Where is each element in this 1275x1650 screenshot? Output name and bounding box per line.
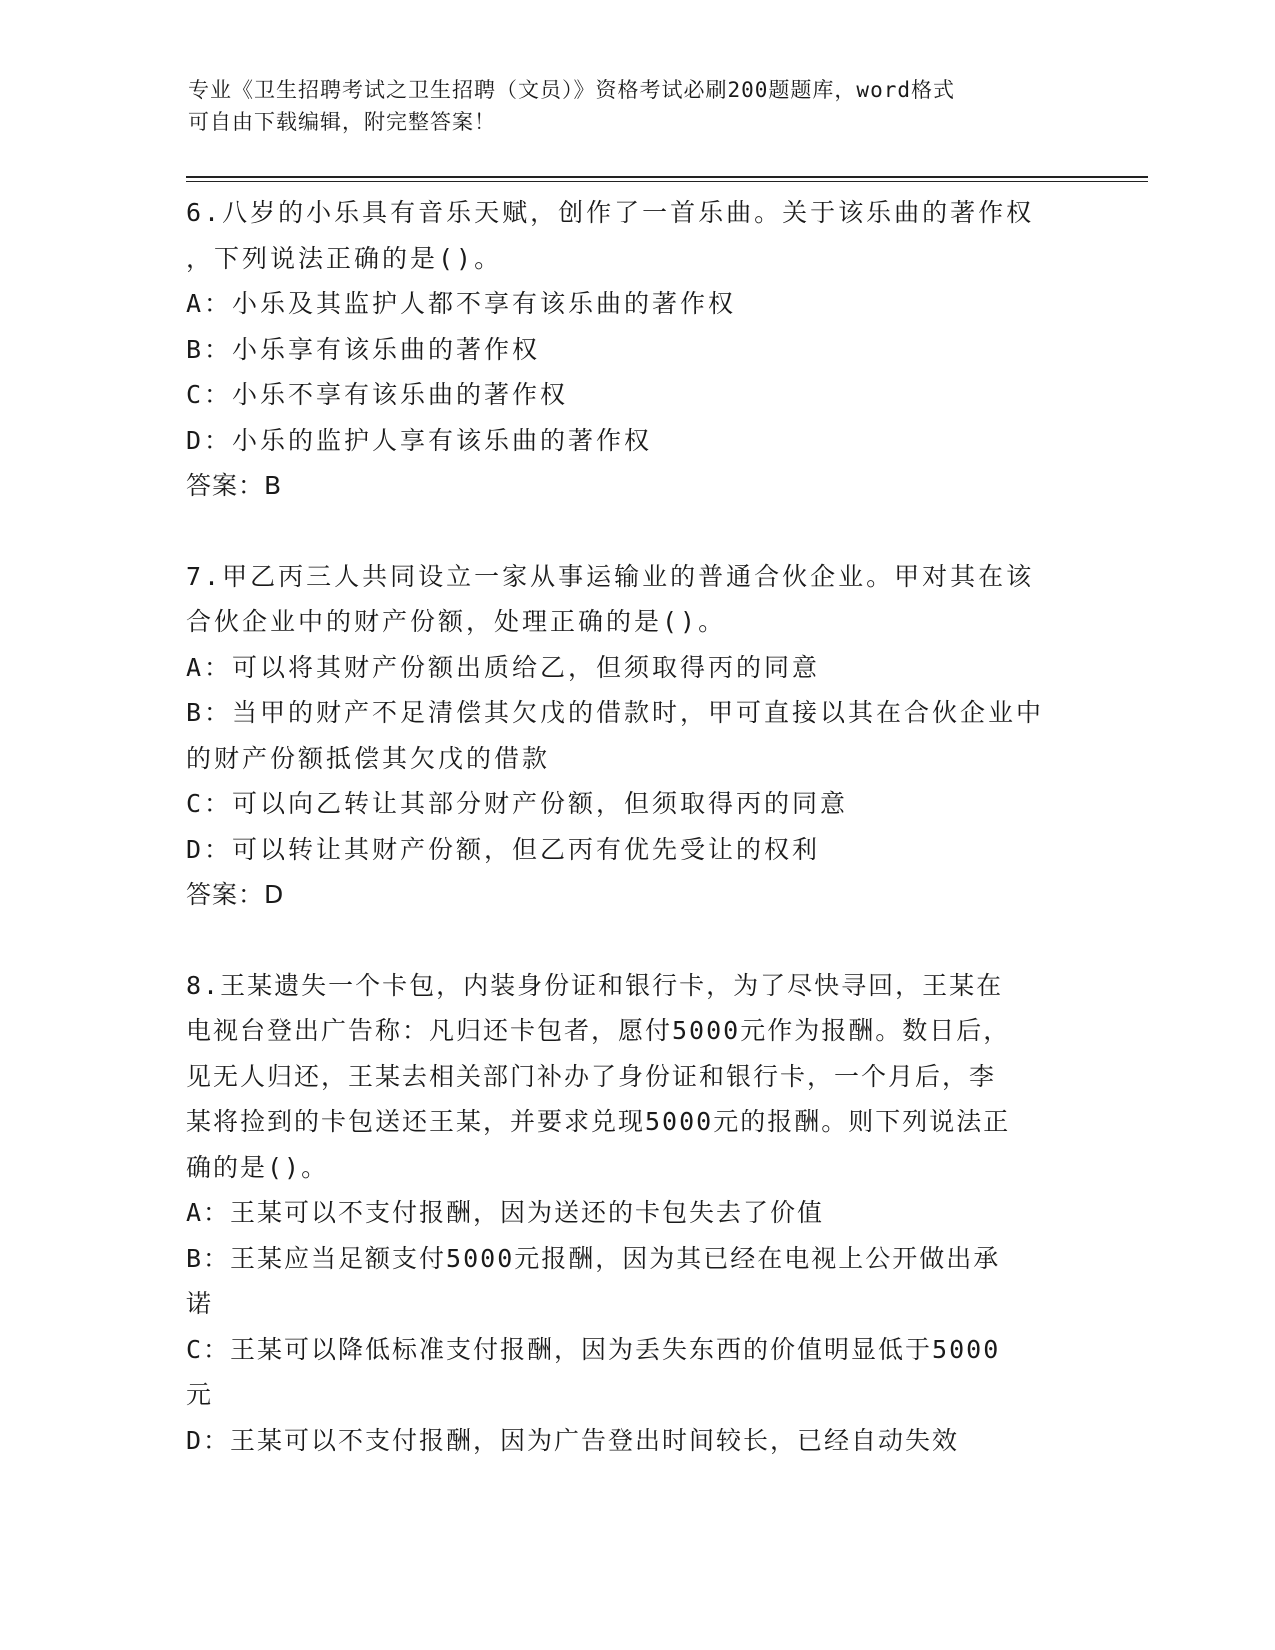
option-d: D：小乐的监护人享有该乐曲的著作权: [186, 425, 653, 455]
question-stem-line: 7.甲乙丙三人共同设立一家从事运输业的普通合伙企业。甲对其在该: [186, 561, 1035, 591]
question-spacer: [186, 509, 1066, 554]
option-a: A：王某可以不支付报酬，因为送还的卡包失去了价值: [186, 1198, 825, 1227]
header-divider-thin: [186, 181, 1148, 182]
answer-label: 答案：D: [186, 880, 285, 909]
option-b: B：当甲的财产不足清偿其欠戊的借款时，甲可直接以其在合伙企业中: [186, 698, 1045, 727]
option-b-continued: 的财产份额抵偿其欠戊的借款: [186, 743, 551, 773]
document-body: [186, 190, 1066, 1463]
question-stem-line: ，下列说法正确的是()。: [186, 243, 503, 273]
option-d: D：可以转让其财产份额，但乙丙有优先受让的权利: [186, 834, 821, 864]
option-c-continued: 元: [186, 1380, 214, 1409]
question-stem-line: 8.王某遗失一个卡包，内装身份证和银行卡，为了尽快寻回，王某在: [186, 970, 1004, 1000]
question-stem-line: 合伙企业中的财产份额，处理正确的是()。: [186, 607, 727, 636]
question-stem-line: 某将捡到的卡包送还王某，并要求兑现5000元的报酬。则下列说法正: [186, 1107, 1011, 1136]
question-stem-line: 6.八岁的小乐具有音乐天赋，创作了一首乐曲。关于该乐曲的著作权: [186, 198, 1035, 227]
option-c: C：小乐不享有该乐曲的著作权: [186, 380, 569, 409]
option-b-continued: 诺: [186, 1289, 214, 1318]
question-spacer: [186, 918, 1066, 963]
question-6: [186, 190, 1066, 509]
option-a: A：可以将其财产份额出质给乙，但须取得丙的同意: [186, 652, 821, 682]
question-stem-line: 见无人归还，王某去相关部门补办了身份证和银行卡，一个月后，李: [186, 1061, 997, 1091]
header-line-2: 可自由下载编辑，附完整答案！: [188, 110, 496, 134]
header-line-1: 专业《卫生招聘考试之卫生招聘（文员）》资格考试必刷200题题库，word格式: [188, 78, 955, 102]
question-8: [186, 963, 1066, 1464]
question-7: [186, 554, 1066, 918]
option-a: A：小乐及其监护人都不享有该乐曲的著作权: [186, 289, 737, 318]
option-b: B：小乐享有该乐曲的著作权: [186, 334, 541, 364]
option-c: C：王某可以降低标准支付报酬，因为丢失东西的价值明显低于5000: [186, 1334, 1001, 1364]
option-d: D：王某可以不支付报酬，因为广告登出时间较长，已经自动失效: [186, 1425, 960, 1455]
option-c: C：可以向乙转让其部分财产份额，但须取得丙的同意: [186, 789, 849, 818]
option-b: B：王某应当足额支付5000元报酬，因为其已经在电视上公开做出承: [186, 1243, 1001, 1273]
header-divider-thick: [186, 176, 1148, 178]
question-stem-line: 电视台登出广告称：凡归还卡包者，愿付5000元作为报酬。数日后，: [186, 1016, 1011, 1045]
answer-label: 答案：B: [186, 471, 283, 500]
question-stem-line: 确的是()。: [186, 1152, 329, 1182]
document-header: [188, 74, 1068, 138]
